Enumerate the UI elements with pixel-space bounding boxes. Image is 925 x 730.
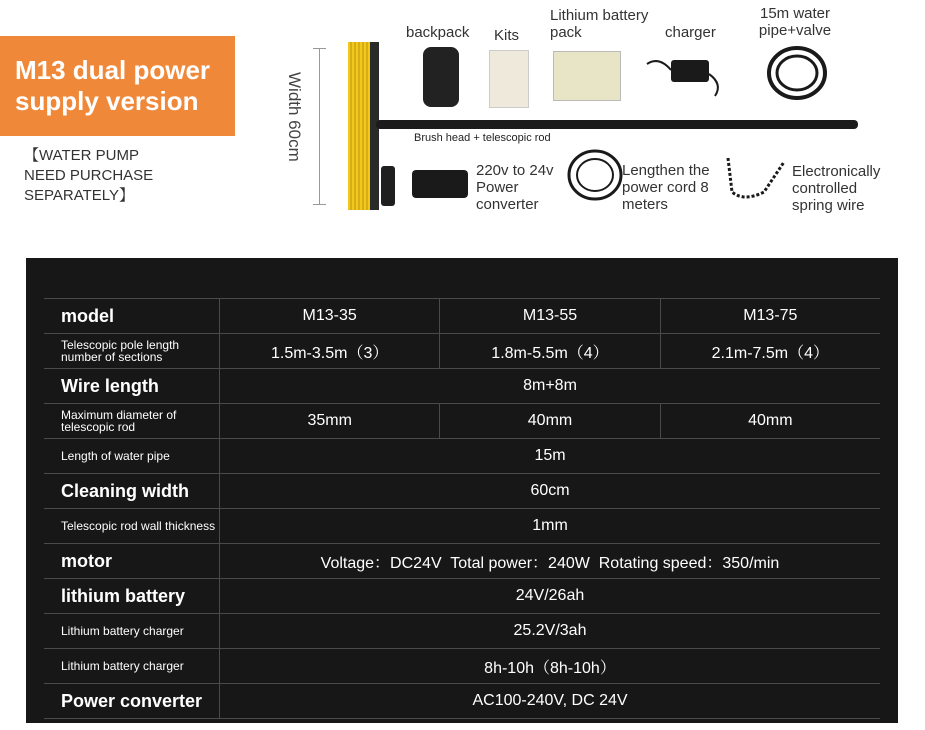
- backpack-caption: backpack: [406, 24, 470, 41]
- row-label: Telescopic rod wall thickness: [44, 509, 220, 543]
- table-header-cell: M13-35: [302, 307, 357, 324]
- table-header-cell: M13-75: [660, 299, 880, 333]
- row-label: Power converter: [44, 684, 220, 718]
- table-cell: 60cm: [530, 482, 570, 499]
- rod-caption: Brush head + telescopic rod: [414, 132, 551, 144]
- row-label: Telescopic pole length number of sections: [44, 334, 220, 368]
- table-header-row: [44, 298, 880, 333]
- power-cord-image: [567, 148, 623, 202]
- backpack-image: [423, 47, 459, 107]
- table-row: [44, 403, 880, 438]
- battery-caption: Lithium battery pack: [550, 7, 649, 41]
- row-label: Maximum diameter of telescopic rod: [44, 404, 220, 438]
- table-cell: Voltage：DC24V Total power：240W Rotating speed：350/min: [320, 554, 780, 572]
- dimension-tick-top: [313, 48, 326, 49]
- banner-title: M13 dual power supply version: [15, 55, 211, 116]
- table-cell: 1.5m-3.5m（3）: [270, 344, 389, 362]
- row-label: motor: [44, 544, 220, 578]
- spring-wire-image: [724, 152, 790, 202]
- dimension-line: [319, 48, 320, 204]
- brush-head-image: [346, 42, 380, 210]
- table-cell: 8m+8m: [523, 377, 577, 394]
- table-row: [44, 473, 880, 508]
- row-label: Lithium battery charger: [44, 649, 220, 683]
- charger-caption: charger: [665, 24, 716, 41]
- pipe-caption: 15m water pipe+valve: [758, 5, 832, 39]
- table-cell: 35mm: [307, 412, 352, 429]
- table-row: [44, 333, 880, 368]
- table-row: [44, 648, 880, 683]
- telescopic-rod-image: [376, 120, 858, 129]
- row-label: Length of water pipe: [44, 439, 220, 473]
- version-banner: [0, 36, 235, 136]
- table-cell: 2.1m-7.5m（4）: [660, 334, 880, 368]
- converter-caption: 220v to 24v Power converter: [476, 162, 554, 213]
- table-cell: 25.2V/3ah: [513, 622, 587, 639]
- pump-note: 【WATER PUMP NEED PURCHASE SEPARATELY】: [24, 147, 154, 204]
- table-row: [44, 578, 880, 613]
- table-cell: 15m: [534, 447, 566, 464]
- power-cord-caption: Lengthen the power cord 8 meters: [622, 162, 710, 213]
- table-row: [44, 543, 880, 578]
- spring-wire-caption: Electronically controlled spring wire: [792, 163, 881, 214]
- row-label: Wire length: [44, 369, 220, 403]
- spec-table: [44, 298, 880, 719]
- table-cell: 1.8m-5.5m（4）: [439, 334, 659, 368]
- table-row: [44, 508, 880, 543]
- pipe-image: [767, 46, 827, 100]
- width-dimension-label: Width 60cm: [285, 72, 304, 162]
- row-label: Lithium battery charger: [44, 614, 220, 648]
- battery-image: [553, 51, 621, 101]
- spec-table-panel: [26, 258, 898, 723]
- table-cell: 24V/26ah: [515, 587, 585, 604]
- table-row: [44, 683, 880, 719]
- row-label: Cleaning width: [44, 474, 220, 508]
- table-row: [44, 613, 880, 648]
- kits-caption: Kits: [494, 27, 520, 44]
- table-cell: 40mm: [439, 404, 659, 438]
- table-cell: AC100-240V, DC 24V: [472, 692, 628, 709]
- charger-image: [645, 50, 727, 98]
- table-cell: 8h-10h（8h-10h）: [484, 659, 616, 677]
- table-header-label: model: [44, 299, 220, 333]
- table-header-cell: M13-55: [439, 299, 659, 333]
- table-cell: 1mm: [532, 517, 568, 534]
- converter-image: [410, 164, 470, 202]
- kits-image: [489, 50, 529, 108]
- row-label: lithium battery: [44, 579, 220, 613]
- table-cell: 40mm: [660, 404, 880, 438]
- dimension-tick-bottom: [313, 204, 326, 205]
- brush-motor-image: [381, 166, 395, 206]
- table-row: [44, 438, 880, 473]
- table-row: [44, 368, 880, 403]
